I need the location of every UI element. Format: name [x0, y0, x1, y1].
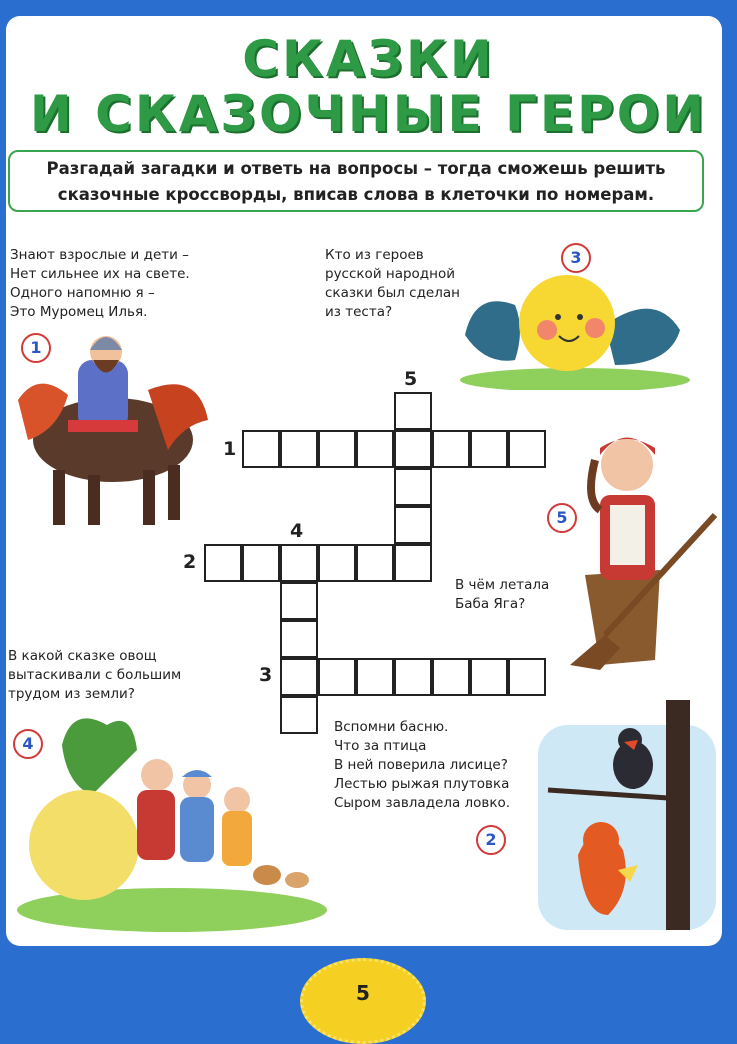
baba-yaga-illustration — [560, 420, 725, 680]
crossword-cell-word1[interactable] — [508, 430, 546, 468]
riddle-1: Знают взрослые и дети – Нет сильнее их на свете. Одного напомню я – Это Муромец Илья. — [10, 247, 190, 320]
crossword-cell-word3[interactable] — [356, 658, 394, 696]
riddle-5: В чём летала Баба Яга? — [455, 577, 550, 612]
clue-number-3: 3 — [259, 664, 273, 686]
riddle-3: Кто из героев русской народной сказки был сделан из теста? — [325, 247, 460, 320]
crossword-cell-word2[interactable] — [394, 544, 432, 582]
crossword-cell-word3[interactable] — [394, 658, 432, 696]
badge-2: 2 — [476, 825, 506, 855]
crossword-cell-word3[interactable] — [508, 658, 546, 696]
crossword-cell-word5[interactable] — [394, 506, 432, 544]
crossword-cell-word3[interactable] — [318, 658, 356, 696]
crossword-cell-word3[interactable] — [470, 658, 508, 696]
clue-number-2: 2 — [183, 551, 197, 573]
badge-3: 3 — [561, 243, 591, 273]
crossword-cell-word1[interactable] — [242, 430, 280, 468]
crossword-cell-word1[interactable] — [470, 430, 508, 468]
clue-number-4: 4 — [290, 520, 304, 542]
clue-number-1: 1 — [223, 438, 237, 460]
kolobok-illustration — [455, 240, 695, 390]
crossword-cell-word1[interactable] — [394, 430, 432, 468]
page-number: 5 — [356, 981, 370, 1005]
crossword-cell-word4[interactable] — [280, 620, 318, 658]
instructions-box — [8, 150, 704, 212]
page-number-badge — [300, 958, 426, 1044]
crossword-cell-word2[interactable] — [242, 544, 280, 582]
crossword-cell-word2[interactable] — [356, 544, 394, 582]
page-title-line1: СКАЗКИ — [242, 30, 495, 88]
page-title-line2: И СКАЗОЧНЫЕ ГЕРОИ — [29, 85, 708, 143]
crossword-cell-word5[interactable] — [394, 392, 432, 430]
crossword-cell-word4[interactable] — [280, 582, 318, 620]
crossword-cell-word2[interactable] — [204, 544, 242, 582]
badge-5: 5 — [547, 503, 577, 533]
clue-number-5: 5 — [404, 368, 418, 390]
riddle-2: Вспомни басню. Что за птица В ней поверила лисице? Лестью рыжая плутовка Сыром завладела ловко. — [334, 719, 511, 811]
crow-and-fox-illustration — [538, 700, 716, 935]
crossword-cell-word3[interactable] — [280, 658, 318, 696]
instructions-line2: сказочные кроссворды, вписав слова в клеточки по номерам. — [57, 185, 655, 204]
riddle-4: В какой сказке овощ вытаскивали с большим трудом из земли? — [8, 648, 182, 702]
crossword-cell-word2[interactable] — [318, 544, 356, 582]
crossword-cell-word4[interactable] — [280, 696, 318, 734]
crossword-cell-word1[interactable] — [356, 430, 394, 468]
crossword-cell-word1[interactable] — [318, 430, 356, 468]
crossword-cell-word1[interactable] — [280, 430, 318, 468]
crossword-cell-word5[interactable] — [394, 468, 432, 506]
badge-1: 1 — [21, 333, 51, 363]
crossword-cell-word1[interactable] — [432, 430, 470, 468]
crossword-cell-word3[interactable] — [432, 658, 470, 696]
instructions-line1: Разгадай загадки и ответь на вопросы – тогда сможешь решить — [46, 159, 666, 178]
badge-4: 4 — [13, 729, 43, 759]
turnip-illustration — [12, 705, 332, 935]
hero-on-horse-illustration — [8, 330, 218, 540]
crossword-cell-word2[interactable] — [280, 544, 318, 582]
